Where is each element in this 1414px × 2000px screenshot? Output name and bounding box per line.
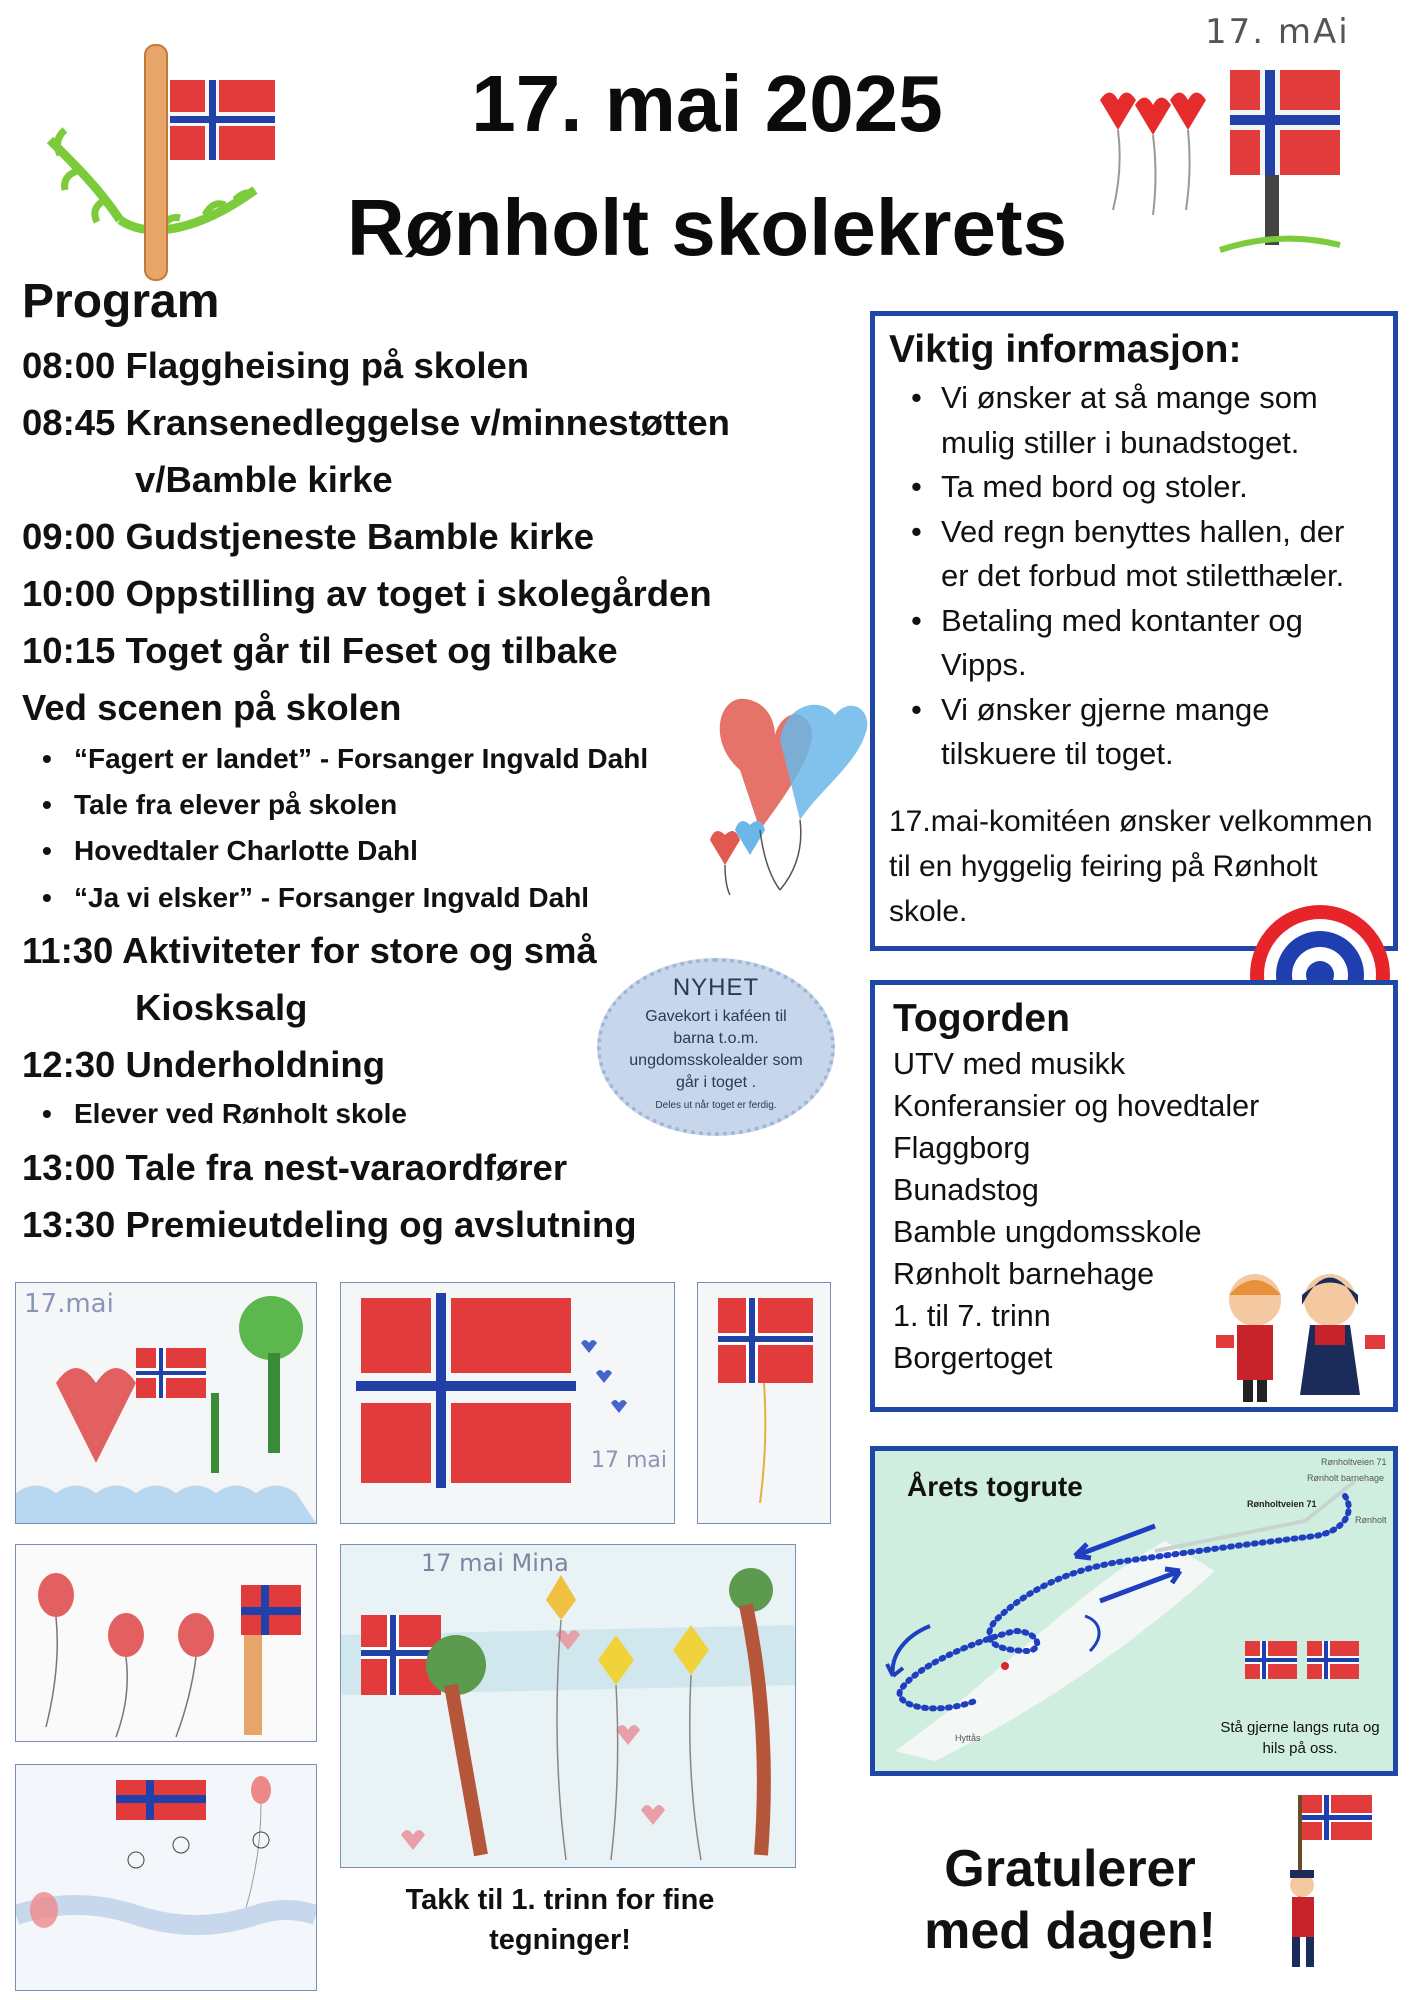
info-bullet: • Betaling med kontanter og Vipps. bbox=[889, 599, 1379, 688]
info-bullet: • Ved regn benyttes hallen, der er det forbud mot stiletthæler. bbox=[889, 510, 1379, 599]
nyhet-heading: NYHET bbox=[672, 974, 760, 1001]
route-caption: Stå gjerne langs ruta og hils på oss. bbox=[1220, 1719, 1380, 1757]
program-line: 08:00 Flaggheising på skolen bbox=[22, 345, 530, 386]
togorden-item: 1. til 7. trinn bbox=[893, 1299, 1051, 1333]
map-label: Rønholtveien 71 bbox=[1247, 1499, 1317, 1509]
stage-bullet: • “Ja vi elsker” - Forsanger Ingvald Dahl bbox=[42, 882, 589, 914]
program-line: 13:30 Premieutdeling og avslutning bbox=[22, 1204, 637, 1245]
route-map[interactable] bbox=[870, 1446, 1398, 1776]
togorden-item: UTV med musikk bbox=[893, 1047, 1126, 1081]
program-line: 08:45 Kransenedleggelse v/minnestøtten bbox=[22, 402, 730, 443]
program-line: 09:00 Gudstjeneste Bamble kirke bbox=[22, 516, 595, 557]
map-label: Rønholtveien 71 bbox=[1321, 1457, 1387, 1467]
info-bullet: • Ta med bord og stoler. bbox=[889, 465, 1379, 510]
drawing-flag-people bbox=[15, 1764, 317, 1991]
stage-bullet: • “Fagert er landet” - Forsanger Ingvald Dahl bbox=[42, 743, 648, 775]
info-bullet: • Vi ønsker gjerne mange tilskuere til toget. bbox=[889, 688, 1379, 777]
togorden-item: Rønholt barnehage bbox=[893, 1257, 1155, 1291]
program-title: Program bbox=[22, 275, 220, 328]
bunad-children-illustration bbox=[1215, 1260, 1405, 1410]
balloons-flag-drawing bbox=[1080, 60, 1400, 260]
hearts-drawing bbox=[700, 680, 870, 900]
school-title: Rønholt skolekrets bbox=[346, 183, 1068, 272]
drawing-note: 17 mai Mina bbox=[421, 1549, 569, 1577]
map-label: Rønholt bbox=[1355, 1515, 1387, 1525]
togorden-item: Borgertoget bbox=[893, 1341, 1053, 1375]
program-line: v/Bamble kirke bbox=[135, 459, 393, 500]
program-line: 12:30 Underholdning bbox=[22, 1044, 386, 1085]
togorden-item: Bunadstog bbox=[893, 1173, 1039, 1207]
drawing-balloons bbox=[15, 1544, 317, 1742]
corner-note: 17. mAi bbox=[1205, 12, 1350, 52]
program-line: Kiosksalg bbox=[135, 987, 308, 1028]
drawing-heart-flag bbox=[15, 1282, 317, 1524]
program-line: 13:00 Tale fra nest-varaordfører bbox=[22, 1147, 568, 1188]
info-bullet: • Vi ønsker at så mange som mulig stiller i bunadstoget. bbox=[889, 376, 1379, 465]
flag-drawing-left bbox=[40, 40, 280, 290]
program-line: 10:15 Toget går til Feset og tilbake bbox=[22, 630, 618, 671]
togorden-item: Konferansier og hovedtaler bbox=[893, 1089, 1260, 1123]
route-title: Årets togrute bbox=[907, 1471, 1083, 1502]
thanks-text: Takk til 1. trinn for fine tegninger! bbox=[405, 1884, 715, 1956]
flag-bearer-illustration bbox=[1262, 1790, 1382, 1980]
entertainment-bullet: • Elever ved Rønholt skole bbox=[42, 1098, 407, 1130]
stage-bullet: • Hovedtaler Charlotte Dahl bbox=[42, 835, 418, 867]
congrats-text: Gratulerer med dagen! bbox=[924, 1840, 1216, 1960]
drawing-kites-trees bbox=[340, 1544, 796, 1868]
map-label: Hyttås bbox=[955, 1733, 981, 1743]
drawing-note: 17 mai bbox=[591, 1448, 668, 1473]
togorden-title: Togorden bbox=[893, 997, 1070, 1040]
nyhet-badge bbox=[597, 958, 835, 1136]
nyhet-small: Deles ut når toget er ferdig. bbox=[655, 1100, 777, 1111]
stage-bullet: • Tale fra elever på skolen bbox=[42, 789, 397, 821]
drawing-small-flag bbox=[697, 1282, 831, 1524]
togorden-item: Flaggborg bbox=[893, 1131, 1031, 1165]
info-title: Viktig informasjon: bbox=[889, 328, 1242, 371]
program-line: 10:00 Oppstilling av toget i skolegården bbox=[22, 573, 712, 614]
togorden-item: Bamble ungdomsskole bbox=[893, 1215, 1202, 1249]
map-label: Rønholt barnehage bbox=[1307, 1473, 1385, 1483]
program-line: Ved scenen på skolen bbox=[22, 687, 402, 728]
committee-note: 17.mai-komitéen ønsker velkommen til en hyggelig feiring på Rønholt skole. bbox=[889, 804, 1373, 928]
nyhet-text: Gavekort i kaféen til barna t.o.m. ungdomsskolealder som går i toget . bbox=[629, 1008, 803, 1091]
info-box bbox=[870, 311, 1398, 951]
drawing-note: 17.mai bbox=[24, 1289, 114, 1319]
page-title: 17. mai 2025 bbox=[471, 59, 943, 148]
drawing-big-flag bbox=[340, 1282, 675, 1524]
program-line: 11:30 Aktiviteter for store og små bbox=[22, 930, 597, 971]
